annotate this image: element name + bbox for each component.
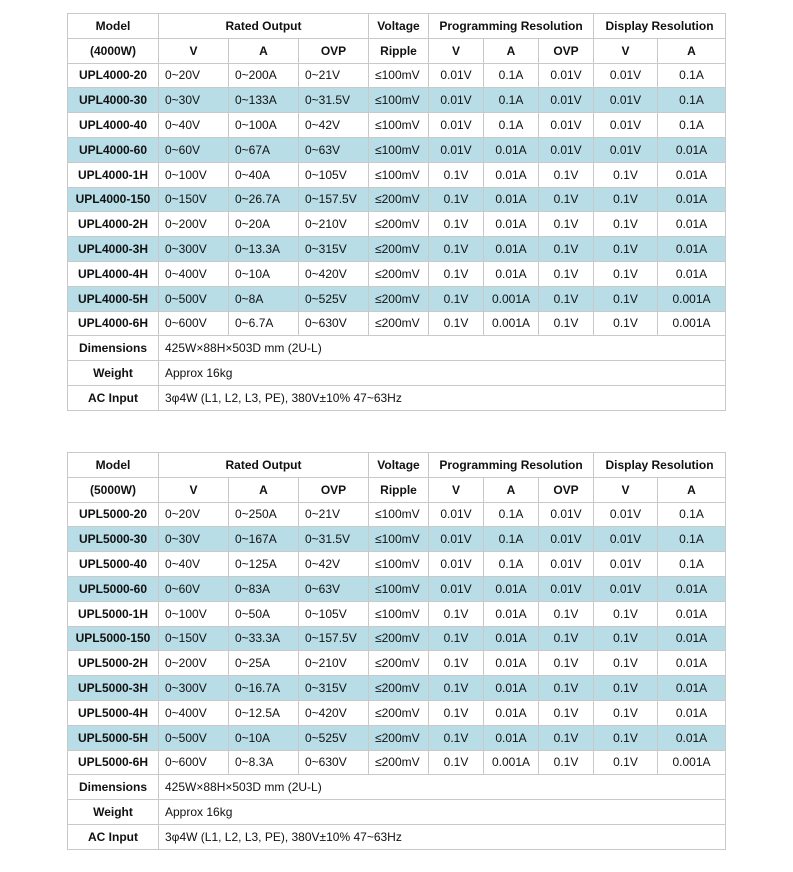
- spec-table-4000w: [67, 13, 726, 411]
- cell-prog-v: 0.01V: [429, 63, 484, 88]
- cell-ovp: 0~42V: [299, 552, 369, 577]
- cell-disp-v: 0.01V: [594, 113, 658, 138]
- spec-label: AC Input: [68, 824, 159, 849]
- cell-disp-a: 0.01A: [658, 676, 726, 701]
- header-prog-v: V: [429, 477, 484, 502]
- cell-disp-a: 0.01A: [658, 237, 726, 262]
- spec-label: AC Input: [68, 385, 159, 410]
- spec-label: Dimensions: [68, 775, 159, 800]
- cell-prog-a: 0.01A: [484, 725, 539, 750]
- cell-model: UPL5000-20: [68, 502, 159, 527]
- spec-value: Approx 16kg: [159, 800, 726, 825]
- header-voltage: Voltage: [369, 453, 429, 478]
- cell-prog-ovp: 0.1V: [539, 725, 594, 750]
- spec-row: [68, 385, 726, 410]
- cell-disp-v: 0.1V: [594, 237, 658, 262]
- table-row: [68, 137, 726, 162]
- cell-prog-a: 0.01A: [484, 576, 539, 601]
- cell-prog-v: 0.1V: [429, 626, 484, 651]
- cell-prog-ovp: 0.1V: [539, 187, 594, 212]
- cell-prog-a: 0.1A: [484, 527, 539, 552]
- cell-prog-a: 0.1A: [484, 502, 539, 527]
- cell-disp-a: 0.01A: [658, 261, 726, 286]
- header-row-1: [68, 453, 726, 478]
- cell-ripple: ≤200mV: [369, 212, 429, 237]
- cell-ovp: 0~157.5V: [299, 626, 369, 651]
- cell-prog-ovp: 0.1V: [539, 750, 594, 775]
- header-rated-output: Rated Output: [159, 453, 369, 478]
- header-row-1: [68, 14, 726, 39]
- cell-disp-v: 0.1V: [594, 651, 658, 676]
- cell-prog-a: 0.1A: [484, 552, 539, 577]
- cell-disp-a: 0.01A: [658, 187, 726, 212]
- header-disp-a: A: [658, 38, 726, 63]
- cell-prog-a: 0.01A: [484, 162, 539, 187]
- cell-prog-a: 0.01A: [484, 676, 539, 701]
- header-series: (5000W): [68, 477, 159, 502]
- cell-ripple: ≤100mV: [369, 137, 429, 162]
- cell-prog-a: 0.01A: [484, 651, 539, 676]
- header-prog-ovp: OVP: [539, 38, 594, 63]
- cell-v: 0~600V: [159, 311, 229, 336]
- cell-v: 0~400V: [159, 700, 229, 725]
- cell-ripple: ≤200mV: [369, 286, 429, 311]
- table-row: [68, 286, 726, 311]
- cell-a: 0~25A: [229, 651, 299, 676]
- cell-prog-ovp: 0.01V: [539, 63, 594, 88]
- cell-a: 0~10A: [229, 725, 299, 750]
- cell-ovp: 0~315V: [299, 237, 369, 262]
- spec-row: [68, 824, 726, 849]
- cell-prog-a: 0.001A: [484, 750, 539, 775]
- table-row: [68, 212, 726, 237]
- cell-prog-ovp: 0.1V: [539, 601, 594, 626]
- cell-ovp: 0~630V: [299, 311, 369, 336]
- cell-v: 0~300V: [159, 237, 229, 262]
- cell-a: 0~67A: [229, 137, 299, 162]
- cell-ripple: ≤100mV: [369, 502, 429, 527]
- cell-model: UPL5000-2H: [68, 651, 159, 676]
- cell-prog-v: 0.1V: [429, 286, 484, 311]
- table-row: [68, 750, 726, 775]
- cell-a: 0~167A: [229, 527, 299, 552]
- cell-disp-a: 0.01A: [658, 700, 726, 725]
- spec-row: [68, 800, 726, 825]
- cell-ovp: 0~63V: [299, 576, 369, 601]
- cell-prog-v: 0.1V: [429, 311, 484, 336]
- cell-disp-v: 0.01V: [594, 88, 658, 113]
- cell-ripple: ≤100mV: [369, 552, 429, 577]
- cell-prog-a: 0.01A: [484, 700, 539, 725]
- cell-prog-a: 0.01A: [484, 137, 539, 162]
- header-row-2: [68, 38, 726, 63]
- cell-v: 0~100V: [159, 601, 229, 626]
- cell-disp-a: 0.01A: [658, 626, 726, 651]
- cell-prog-v: 0.1V: [429, 651, 484, 676]
- table-row: [68, 676, 726, 701]
- cell-prog-a: 0.1A: [484, 63, 539, 88]
- cell-ovp: 0~21V: [299, 502, 369, 527]
- header-voltage: Voltage: [369, 14, 429, 39]
- cell-disp-a: 0.01A: [658, 601, 726, 626]
- cell-prog-ovp: 0.1V: [539, 212, 594, 237]
- table-row: [68, 651, 726, 676]
- cell-prog-a: 0.01A: [484, 626, 539, 651]
- spec-value: 425W×88H×503D mm (2U-L): [159, 336, 726, 361]
- cell-a: 0~83A: [229, 576, 299, 601]
- cell-prog-v: 0.01V: [429, 576, 484, 601]
- cell-ripple: ≤200mV: [369, 626, 429, 651]
- cell-prog-v: 0.01V: [429, 502, 484, 527]
- cell-model: UPL4000-60: [68, 137, 159, 162]
- cell-disp-a: 0.1A: [658, 552, 726, 577]
- spec-row: [68, 336, 726, 361]
- cell-a: 0~10A: [229, 261, 299, 286]
- cell-v: 0~500V: [159, 725, 229, 750]
- cell-ripple: ≤100mV: [369, 88, 429, 113]
- cell-a: 0~26.7A: [229, 187, 299, 212]
- cell-prog-v: 0.01V: [429, 527, 484, 552]
- cell-disp-v: 0.01V: [594, 137, 658, 162]
- header-prog-a: A: [484, 38, 539, 63]
- header-model: Model: [68, 453, 159, 478]
- cell-ripple: ≤200mV: [369, 261, 429, 286]
- cell-v: 0~60V: [159, 576, 229, 601]
- spec-value: 425W×88H×503D mm (2U-L): [159, 775, 726, 800]
- header-a: A: [229, 38, 299, 63]
- cell-prog-ovp: 0.1V: [539, 626, 594, 651]
- header-v: V: [159, 477, 229, 502]
- cell-ovp: 0~31.5V: [299, 88, 369, 113]
- cell-v: 0~600V: [159, 750, 229, 775]
- header-ovp: OVP: [299, 477, 369, 502]
- cell-disp-a: 0.01A: [658, 137, 726, 162]
- cell-prog-ovp: 0.1V: [539, 162, 594, 187]
- header-programming-resolution: Programming Resolution: [429, 453, 594, 478]
- table-row: [68, 626, 726, 651]
- cell-v: 0~150V: [159, 187, 229, 212]
- cell-disp-a: 0.1A: [658, 527, 726, 552]
- cell-a: 0~16.7A: [229, 676, 299, 701]
- table-row: [68, 601, 726, 626]
- cell-v: 0~100V: [159, 162, 229, 187]
- cell-ovp: 0~420V: [299, 700, 369, 725]
- cell-disp-a: 0.01A: [658, 212, 726, 237]
- cell-prog-v: 0.1V: [429, 700, 484, 725]
- cell-disp-v: 0.01V: [594, 527, 658, 552]
- cell-v: 0~40V: [159, 113, 229, 138]
- header-prog-v: V: [429, 38, 484, 63]
- cell-prog-ovp: 0.1V: [539, 286, 594, 311]
- header-disp-a: A: [658, 477, 726, 502]
- header-programming-resolution: Programming Resolution: [429, 14, 594, 39]
- cell-prog-ovp: 0.01V: [539, 502, 594, 527]
- cell-model: UPL4000-3H: [68, 237, 159, 262]
- spec-value: Approx 16kg: [159, 361, 726, 386]
- cell-disp-a: 0.01A: [658, 576, 726, 601]
- cell-model: UPL4000-1H: [68, 162, 159, 187]
- cell-prog-ovp: 0.01V: [539, 137, 594, 162]
- spec-label: Weight: [68, 361, 159, 386]
- cell-a: 0~50A: [229, 601, 299, 626]
- table-row: [68, 700, 726, 725]
- cell-ovp: 0~42V: [299, 113, 369, 138]
- cell-ovp: 0~315V: [299, 676, 369, 701]
- cell-v: 0~30V: [159, 88, 229, 113]
- cell-disp-a: 0.01A: [658, 651, 726, 676]
- cell-ripple: ≤100mV: [369, 527, 429, 552]
- table-row: [68, 113, 726, 138]
- cell-v: 0~20V: [159, 63, 229, 88]
- cell-model: UPL5000-6H: [68, 750, 159, 775]
- header-ovp: OVP: [299, 38, 369, 63]
- cell-ovp: 0~525V: [299, 725, 369, 750]
- cell-v: 0~40V: [159, 552, 229, 577]
- cell-ripple: ≤200mV: [369, 237, 429, 262]
- cell-model: UPL5000-40: [68, 552, 159, 577]
- cell-prog-v: 0.1V: [429, 261, 484, 286]
- cell-prog-v: 0.1V: [429, 237, 484, 262]
- spec-row: [68, 775, 726, 800]
- cell-prog-a: 0.001A: [484, 311, 539, 336]
- header-prog-a: A: [484, 477, 539, 502]
- cell-disp-v: 0.1V: [594, 626, 658, 651]
- header-disp-v: V: [594, 38, 658, 63]
- cell-v: 0~200V: [159, 212, 229, 237]
- header-model: Model: [68, 14, 159, 39]
- cell-ovp: 0~210V: [299, 212, 369, 237]
- cell-model: UPL4000-40: [68, 113, 159, 138]
- cell-prog-ovp: 0.1V: [539, 261, 594, 286]
- cell-disp-v: 0.1V: [594, 286, 658, 311]
- cell-model: UPL4000-20: [68, 63, 159, 88]
- table-row: [68, 88, 726, 113]
- cell-disp-v: 0.1V: [594, 212, 658, 237]
- cell-prog-v: 0.01V: [429, 137, 484, 162]
- cell-prog-v: 0.1V: [429, 725, 484, 750]
- spec-row: [68, 361, 726, 386]
- cell-disp-a: 0.01A: [658, 162, 726, 187]
- cell-prog-ovp: 0.01V: [539, 552, 594, 577]
- cell-a: 0~250A: [229, 502, 299, 527]
- cell-prog-a: 0.01A: [484, 212, 539, 237]
- cell-a: 0~40A: [229, 162, 299, 187]
- cell-prog-v: 0.1V: [429, 162, 484, 187]
- cell-prog-a: 0.001A: [484, 286, 539, 311]
- cell-ripple: ≤100mV: [369, 162, 429, 187]
- cell-disp-v: 0.1V: [594, 725, 658, 750]
- cell-a: 0~12.5A: [229, 700, 299, 725]
- cell-model: UPL4000-150: [68, 187, 159, 212]
- cell-v: 0~60V: [159, 137, 229, 162]
- cell-ripple: ≤200mV: [369, 750, 429, 775]
- header-ripple: Ripple: [369, 477, 429, 502]
- cell-ripple: ≤100mV: [369, 576, 429, 601]
- cell-a: 0~125A: [229, 552, 299, 577]
- cell-disp-a: 0.1A: [658, 88, 726, 113]
- cell-v: 0~400V: [159, 261, 229, 286]
- cell-ripple: ≤200mV: [369, 700, 429, 725]
- cell-ripple: ≤100mV: [369, 113, 429, 138]
- cell-disp-v: 0.1V: [594, 261, 658, 286]
- header-series: (4000W): [68, 38, 159, 63]
- cell-disp-a: 0.1A: [658, 502, 726, 527]
- cell-model: UPL5000-60: [68, 576, 159, 601]
- cell-a: 0~133A: [229, 88, 299, 113]
- cell-v: 0~200V: [159, 651, 229, 676]
- table-row: [68, 187, 726, 212]
- cell-model: UPL4000-4H: [68, 261, 159, 286]
- cell-ovp: 0~105V: [299, 601, 369, 626]
- header-display-resolution: Display Resolution: [594, 14, 726, 39]
- cell-disp-v: 0.1V: [594, 700, 658, 725]
- cell-v: 0~500V: [159, 286, 229, 311]
- cell-disp-a: 0.001A: [658, 311, 726, 336]
- cell-disp-v: 0.1V: [594, 311, 658, 336]
- cell-ovp: 0~630V: [299, 750, 369, 775]
- cell-ripple: ≤200mV: [369, 187, 429, 212]
- table-row: [68, 552, 726, 577]
- cell-a: 0~8A: [229, 286, 299, 311]
- cell-model: UPL5000-1H: [68, 601, 159, 626]
- cell-a: 0~200A: [229, 63, 299, 88]
- header-rated-output: Rated Output: [159, 14, 369, 39]
- cell-disp-a: 0.001A: [658, 286, 726, 311]
- table-row: [68, 311, 726, 336]
- cell-prog-a: 0.01A: [484, 601, 539, 626]
- cell-prog-a: 0.01A: [484, 237, 539, 262]
- cell-prog-v: 0.01V: [429, 88, 484, 113]
- cell-prog-ovp: 0.1V: [539, 651, 594, 676]
- cell-ripple: ≤200mV: [369, 676, 429, 701]
- cell-disp-v: 0.1V: [594, 187, 658, 212]
- cell-a: 0~20A: [229, 212, 299, 237]
- header-ripple: Ripple: [369, 38, 429, 63]
- cell-prog-ovp: 0.01V: [539, 576, 594, 601]
- cell-ovp: 0~21V: [299, 63, 369, 88]
- cell-model: UPL5000-4H: [68, 700, 159, 725]
- cell-prog-v: 0.1V: [429, 750, 484, 775]
- header-row-2: [68, 477, 726, 502]
- cell-ovp: 0~420V: [299, 261, 369, 286]
- cell-v: 0~150V: [159, 626, 229, 651]
- spec-label: Weight: [68, 800, 159, 825]
- spec-value: 3φ4W (L1, L2, L3, PE), 380V±10% 47~63Hz: [159, 824, 726, 849]
- cell-prog-v: 0.1V: [429, 212, 484, 237]
- cell-disp-v: 0.1V: [594, 750, 658, 775]
- cell-prog-ovp: 0.1V: [539, 700, 594, 725]
- table-row: [68, 162, 726, 187]
- cell-prog-v: 0.1V: [429, 676, 484, 701]
- table-row: [68, 237, 726, 262]
- cell-model: UPL4000-30: [68, 88, 159, 113]
- cell-model: UPL4000-6H: [68, 311, 159, 336]
- cell-prog-a: 0.1A: [484, 88, 539, 113]
- cell-disp-v: 0.1V: [594, 601, 658, 626]
- cell-disp-v: 0.01V: [594, 552, 658, 577]
- table-row: [68, 502, 726, 527]
- cell-prog-ovp: 0.1V: [539, 311, 594, 336]
- cell-disp-v: 0.1V: [594, 162, 658, 187]
- header-disp-v: V: [594, 477, 658, 502]
- cell-ovp: 0~63V: [299, 137, 369, 162]
- cell-disp-v: 0.1V: [594, 676, 658, 701]
- cell-v: 0~20V: [159, 502, 229, 527]
- cell-prog-v: 0.01V: [429, 113, 484, 138]
- cell-ripple: ≤200mV: [369, 311, 429, 336]
- cell-disp-a: 0.1A: [658, 113, 726, 138]
- cell-prog-ovp: 0.1V: [539, 676, 594, 701]
- table-row: [68, 527, 726, 552]
- cell-prog-a: 0.01A: [484, 187, 539, 212]
- table-row: [68, 63, 726, 88]
- cell-prog-v: 0.1V: [429, 601, 484, 626]
- header-prog-ovp: OVP: [539, 477, 594, 502]
- header-a: A: [229, 477, 299, 502]
- spec-label: Dimensions: [68, 336, 159, 361]
- table-row: [68, 725, 726, 750]
- cell-a: 0~33.3A: [229, 626, 299, 651]
- cell-v: 0~300V: [159, 676, 229, 701]
- cell-a: 0~100A: [229, 113, 299, 138]
- cell-prog-ovp: 0.1V: [539, 237, 594, 262]
- cell-prog-ovp: 0.01V: [539, 113, 594, 138]
- cell-a: 0~8.3A: [229, 750, 299, 775]
- cell-model: UPL5000-5H: [68, 725, 159, 750]
- cell-prog-ovp: 0.01V: [539, 88, 594, 113]
- cell-prog-a: 0.1A: [484, 113, 539, 138]
- cell-ovp: 0~31.5V: [299, 527, 369, 552]
- cell-disp-v: 0.01V: [594, 502, 658, 527]
- table-row: [68, 576, 726, 601]
- cell-ripple: ≤100mV: [369, 601, 429, 626]
- cell-model: UPL5000-3H: [68, 676, 159, 701]
- cell-prog-a: 0.01A: [484, 261, 539, 286]
- cell-prog-ovp: 0.01V: [539, 527, 594, 552]
- cell-ovp: 0~525V: [299, 286, 369, 311]
- header-v: V: [159, 38, 229, 63]
- cell-a: 0~13.3A: [229, 237, 299, 262]
- cell-ovp: 0~105V: [299, 162, 369, 187]
- cell-v: 0~30V: [159, 527, 229, 552]
- cell-disp-v: 0.01V: [594, 576, 658, 601]
- table-row: [68, 261, 726, 286]
- cell-a: 0~6.7A: [229, 311, 299, 336]
- cell-disp-a: 0.1A: [658, 63, 726, 88]
- cell-disp-a: 0.01A: [658, 725, 726, 750]
- cell-prog-v: 0.01V: [429, 552, 484, 577]
- cell-disp-a: 0.001A: [658, 750, 726, 775]
- cell-ripple: ≤100mV: [369, 63, 429, 88]
- cell-ripple: ≤200mV: [369, 725, 429, 750]
- header-display-resolution: Display Resolution: [594, 453, 726, 478]
- cell-disp-v: 0.01V: [594, 63, 658, 88]
- cell-ovp: 0~210V: [299, 651, 369, 676]
- cell-model: UPL5000-30: [68, 527, 159, 552]
- cell-prog-v: 0.1V: [429, 187, 484, 212]
- spec-table-5000w: [67, 452, 726, 850]
- cell-model: UPL4000-5H: [68, 286, 159, 311]
- cell-ovp: 0~157.5V: [299, 187, 369, 212]
- spec-value: 3φ4W (L1, L2, L3, PE), 380V±10% 47~63Hz: [159, 385, 726, 410]
- cell-model: UPL5000-150: [68, 626, 159, 651]
- cell-model: UPL4000-2H: [68, 212, 159, 237]
- cell-ripple: ≤200mV: [369, 651, 429, 676]
